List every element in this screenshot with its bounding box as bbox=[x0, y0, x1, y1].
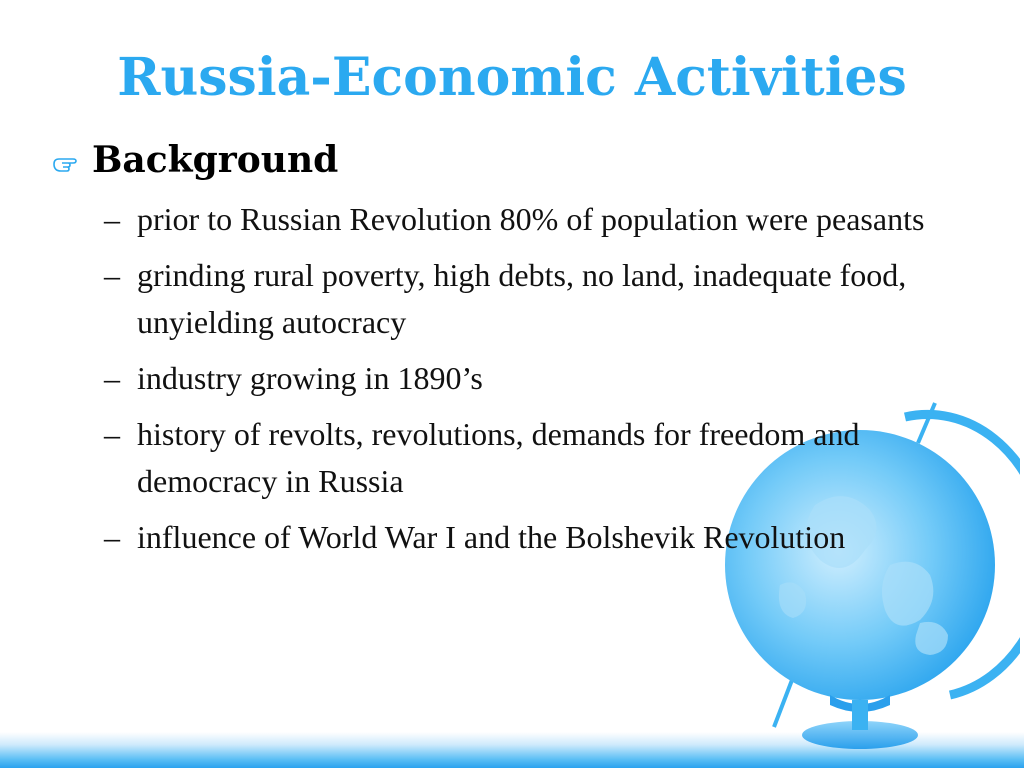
sub-bullet-item bbox=[100, 196, 980, 243]
dash-marker: – bbox=[104, 257, 120, 293]
sub-bullet-item bbox=[100, 411, 980, 505]
main-bullet bbox=[52, 137, 338, 183]
sub-bullet-text: history of revolts, revolutions, demands for freedom and democracy in Russia bbox=[137, 416, 860, 499]
dash-marker: – bbox=[104, 416, 120, 452]
sub-bullet-item bbox=[100, 514, 980, 561]
dash-marker: – bbox=[104, 360, 120, 396]
dash-marker: – bbox=[104, 201, 120, 237]
sub-bullet-text: prior to Russian Revolution 80% of population were peasants bbox=[137, 201, 925, 237]
sub-bullet-item bbox=[100, 355, 980, 402]
sub-bullet-text: grinding rural poverty, high debts, no land, inadequate food, unyielding autocracy bbox=[137, 257, 907, 340]
sub-bullet-list bbox=[100, 196, 980, 570]
sub-bullet-text: industry growing in 1890’s bbox=[137, 360, 483, 396]
sub-bullet-text: influence of World War I and the Bolshevik Revolution bbox=[137, 519, 846, 555]
dash-marker: – bbox=[104, 519, 120, 555]
bullet-label: Background bbox=[92, 139, 339, 181]
pointing-hand-icon bbox=[52, 152, 80, 174]
sub-bullet-item bbox=[100, 252, 980, 346]
slide-title: Russia-Economic Activities bbox=[117, 47, 907, 108]
